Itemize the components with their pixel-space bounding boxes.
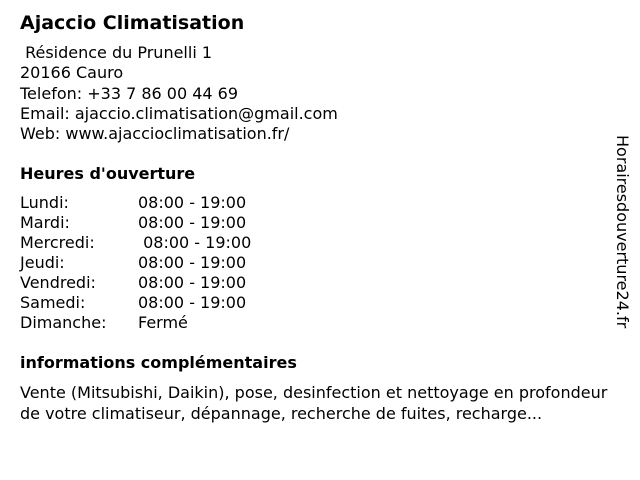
hours-row-saturday — [20, 293, 620, 313]
day-label: Dimanche: — [20, 313, 107, 333]
business-card — [20, 10, 620, 424]
time-value: 08:00 - 19:00 — [138, 233, 252, 253]
hours-row-thursday — [20, 253, 620, 273]
address-line-2: 20166 Cauro — [20, 63, 124, 83]
hours-row-sunday — [20, 313, 620, 333]
web-line[interactable]: Web: www.ajaccioclimatisation.fr/ — [20, 124, 290, 144]
day-label: Jeudi: — [20, 253, 65, 273]
time-value: 08:00 - 19:00 — [138, 193, 247, 213]
day-label: Mercredi: — [20, 233, 95, 253]
time-value: 08:00 - 19:00 — [138, 213, 247, 233]
hours-row-tuesday — [20, 213, 620, 233]
hours-row-wednesday — [20, 233, 620, 253]
opening-hours-heading: Heures d'ouverture — [20, 164, 196, 184]
additional-info-heading: informations complémentaires — [20, 353, 297, 373]
time-value: 08:00 - 19:00 — [138, 273, 247, 293]
address-line-1: Résidence du Prunelli 1 — [20, 43, 213, 62]
day-label: Mardi: — [20, 213, 70, 233]
watermark-text: Horairesdouverture24.fr — [613, 135, 632, 329]
day-label: Lundi: — [20, 193, 69, 213]
additional-info-text: Vente (Mitsubishi, Daikin), pose, desinfection et nettoyage en profondeur de votre climatiseur, dépannage, recherche de fuites, recharge... — [20, 383, 608, 424]
time-value: 08:00 - 19:00 — [138, 293, 247, 313]
hours-row-friday — [20, 273, 620, 293]
time-value: Fermé — [138, 313, 188, 333]
time-value: 08:00 - 19:00 — [138, 253, 247, 273]
day-label: Samedi: — [20, 293, 86, 313]
day-label: Vendredi: — [20, 273, 96, 293]
opening-hours-table — [20, 193, 620, 333]
email-line[interactable]: Email: ajaccio.climatisation@gmail.com — [20, 103, 338, 123]
phone-line[interactable]: Telefon: +33 7 86 00 44 69 — [20, 83, 239, 103]
business-name: Ajaccio Climatisation — [20, 12, 245, 34]
hours-row-monday — [20, 193, 620, 213]
